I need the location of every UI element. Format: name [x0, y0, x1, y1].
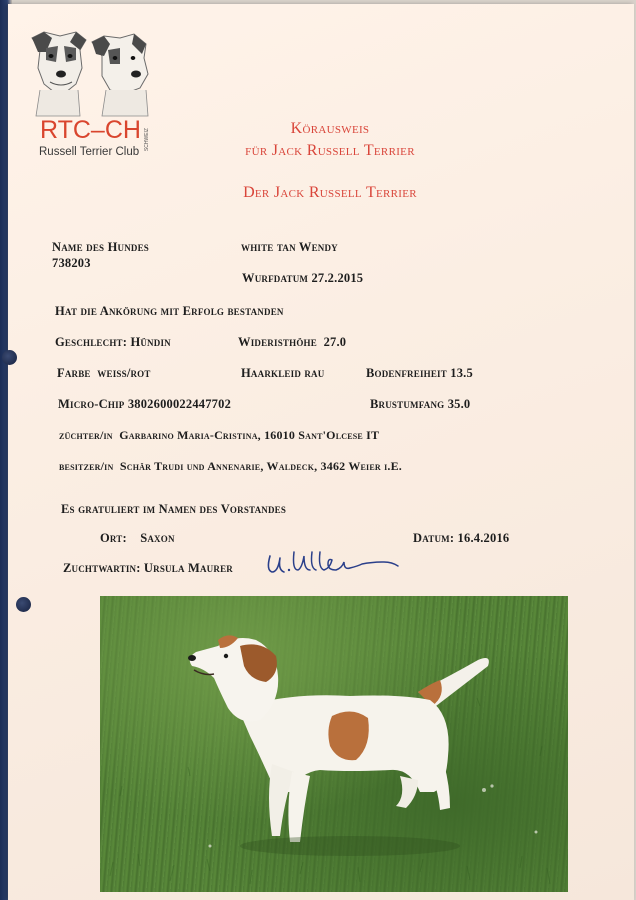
sex-value: Hündin — [130, 335, 171, 349]
height-row — [238, 335, 346, 350]
coat-row — [241, 366, 324, 381]
date-label: Datum: — [413, 531, 455, 545]
logo-wordmark: RTC–CH — [40, 116, 141, 144]
birth-date-value: 27.2.2015 — [311, 271, 364, 285]
congratulations-text: Es gratuliert im Namen des Vorstandes — [61, 502, 287, 516]
terrier-heads-icon — [20, 28, 160, 118]
microchip-label: Micro-Chip — [58, 397, 125, 411]
chest-value: 35.0 — [447, 397, 471, 411]
date-row — [413, 531, 509, 546]
microchip-row — [58, 397, 231, 412]
dog-name-label: Name des Hundes — [52, 240, 150, 254]
place-label: Ort: — [100, 531, 127, 545]
punch-hole-top — [2, 350, 17, 365]
chest-row — [370, 397, 470, 412]
color-row — [57, 366, 151, 381]
birth-date-label: Wurfdatum — [242, 271, 309, 285]
breed-heading: Der Jack Russell Terrier — [243, 184, 417, 201]
coat-label: Haarkleid — [241, 366, 302, 380]
place-value: Saxon — [140, 531, 175, 545]
sex-row — [55, 335, 171, 350]
coat-value: rau — [304, 366, 325, 380]
punch-hole-bottom — [16, 597, 31, 612]
passed-statement: Hat die Ankörung mit Erfolg bestanden — [55, 304, 284, 318]
logo-club-name: Russell Terrier Club — [39, 146, 140, 158]
sex-label: Geschlecht: — [55, 335, 128, 349]
ground-clearance-label: Bodenfreiheit — [366, 366, 447, 380]
logo-country: SCHWEIZ — [144, 128, 150, 152]
breed-warden-value: Ursula Maurer — [143, 561, 233, 575]
date-value: 16.4.2016 — [457, 531, 510, 545]
microchip-value: 3802600022447702 — [127, 397, 232, 411]
ground-clearance-value: 13.5 — [450, 366, 473, 380]
chest-label: Brustumfang — [370, 397, 445, 411]
dog-registration-number: 738203 — [52, 256, 91, 270]
dog-photo — [100, 596, 568, 892]
color-label: Farbe — [57, 366, 91, 380]
owner-value: Schär Trudi und Annenarie, Waldeck, 3462 Weier i.E. — [119, 459, 403, 473]
document-title: Körausweis — [290, 120, 370, 137]
birth-date-row — [242, 271, 363, 286]
handwritten-signature — [262, 548, 402, 585]
breed-warden-row — [63, 561, 233, 576]
height-value: 27.0 — [323, 335, 347, 349]
breeder-value: Garbarino Maria-Cristina, 16010 Sant'Olcese IT — [119, 428, 380, 442]
ground-clearance-row — [366, 366, 473, 381]
owner-label: besitzer/in — [59, 459, 114, 473]
height-label: Wideristhöhe — [238, 335, 317, 349]
dog-name-value: white tan Wendy — [241, 240, 338, 254]
breeder-label: züchter/in — [59, 428, 113, 442]
place-row — [100, 531, 175, 546]
document-subtitle: für Jack Russell Terrier — [245, 142, 415, 159]
breed-warden-label: Zuchtwartin: — [63, 561, 141, 575]
club-logo — [20, 28, 160, 158]
breeder-row — [59, 428, 379, 443]
color-value: weiss/rot — [97, 366, 151, 380]
owner-row — [59, 459, 402, 474]
